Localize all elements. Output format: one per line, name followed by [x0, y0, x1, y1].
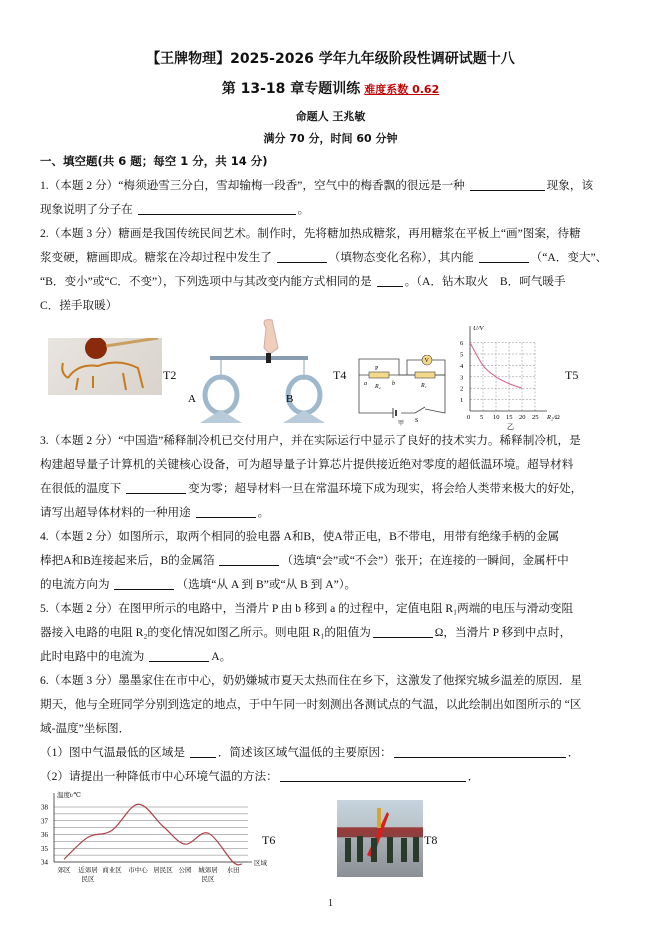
- question-text: 此时电路中的电流为: [40, 650, 148, 663]
- electroscope-b-label: B: [286, 393, 294, 405]
- question-text: （填物态变化名称），其内能: [328, 251, 477, 264]
- category-label: 民区: [81, 876, 95, 883]
- answer-blank[interactable]: [277, 248, 327, 263]
- question-4-line: [40, 573, 615, 597]
- page-number: 1: [328, 898, 333, 909]
- y-tick-label: 4: [460, 362, 464, 370]
- questions-body: [40, 174, 615, 789]
- x-tick-label: 0: [467, 414, 471, 421]
- x-tick-label: 25: [532, 414, 539, 421]
- subtitle: [0, 78, 661, 98]
- question-text: 2.（本题 3 分）糖画是我国传统民间艺术。制作时，先将糖加热成糖浆，再用糖浆在平板上“画”图案，待糖: [40, 227, 581, 240]
- question-3-line: [40, 429, 615, 453]
- question-text: Ω，当滑片 P 移到中点时，: [434, 626, 572, 639]
- question-text: “B．变小”或“C．不变”），下列选项中与其改变内能方式相同的是: [40, 275, 375, 288]
- answer-blank[interactable]: [394, 743, 566, 758]
- voltmeter-label: V: [424, 358, 429, 364]
- question-text: 6.（本题 3 分）墨墨家住在市中心，奶奶嫌城市夏天太热而住在乡下，这激发了他探究城乡温差的原因．星: [40, 674, 583, 687]
- question-text: （2）请提出一种降低市中心环境气温的方法：: [40, 770, 278, 783]
- question-5-line: [40, 645, 615, 669]
- page-title: 【王牌物理】2025-2026 学年九年级阶段性调研试题十八: [146, 51, 515, 67]
- question-text: 构建超导量子计算机的关键核心设备，可为超导量子计算芯片提供接近绝对零度的超低温环境。超导材料: [40, 458, 574, 471]
- hand-icon: [264, 320, 278, 354]
- category-label: 公园: [178, 867, 192, 874]
- answer-blank[interactable]: [219, 551, 279, 566]
- question-text: 。: [297, 203, 310, 216]
- question-text: 变为零；超导材料一旦在常温环境下成为现实，将会给人类带来极大的好处，: [188, 482, 583, 495]
- answer-blank[interactable]: [470, 176, 545, 191]
- question-3-line: [40, 501, 615, 525]
- terminal-b-label: b: [392, 381, 395, 387]
- question-text: 请写出超导体材料的一种用途: [40, 506, 194, 519]
- figure-label-t5: T5: [565, 368, 579, 382]
- r2-label: R₂: [375, 384, 381, 390]
- category-label: 水田: [226, 867, 240, 874]
- question-text: 3.（本题 2 分）“中国造”稀释制冷机已交付用户，并在实际运行中显示了良好的技术实力。稀释制冷机，是: [40, 434, 581, 447]
- answer-blank[interactable]: [138, 200, 296, 215]
- question-text: 域-温度”坐标图．: [40, 722, 131, 735]
- difficulty-badge: 难度系数 0.62: [364, 83, 440, 96]
- y-tick-label: 1: [460, 397, 464, 405]
- question-5-line: [40, 621, 615, 645]
- question-text: 1.（本题 2 分）“梅须逊雪三分白，雪却输梅一段香”，空气中的梅香飘的很远是一种: [40, 179, 468, 192]
- voltage-resistance-graph: [455, 322, 565, 430]
- figure-label-t6: T6: [262, 833, 276, 847]
- sugar-painting-photo: [48, 338, 162, 395]
- subtitle-text: 第 13-18 章专题训练: [221, 81, 361, 97]
- question-text: 在很低的温度下: [40, 482, 125, 495]
- question-text: 的电流方向为: [40, 578, 113, 591]
- y-tick-label: 35: [41, 844, 48, 853]
- flag-guard-photo: [337, 800, 423, 877]
- figure-label-t4: T4: [333, 368, 347, 382]
- question-2-line: [40, 294, 615, 318]
- electroscope-b: [283, 360, 325, 423]
- question-4-line: [40, 549, 615, 573]
- electroscope-a: [200, 360, 242, 423]
- question-text: C．搓手取暖）: [40, 299, 118, 312]
- metal-rod: [210, 356, 308, 360]
- category-label: 近郊居: [78, 867, 98, 874]
- y-tick-label: 2: [460, 385, 464, 393]
- category-label: 商业区: [102, 867, 122, 874]
- answer-blank[interactable]: [126, 479, 186, 494]
- x-tick-label: 20: [519, 414, 526, 421]
- figure-label-t8: T8: [424, 833, 438, 847]
- answer-blank[interactable]: [280, 767, 466, 782]
- electroscope-a-label: A: [188, 393, 196, 405]
- question-6-line: [40, 669, 615, 693]
- answer-blank[interactable]: [479, 248, 529, 263]
- resistor-r1: [415, 372, 435, 378]
- category-label: 郊区: [57, 867, 71, 874]
- section-heading: 一、填空题(共 6 题；每空 1 分，共 14 分): [40, 154, 268, 168]
- y-axis-label: 温度t/℃: [57, 792, 81, 799]
- category-label: 民区: [201, 876, 215, 883]
- circuit-caption: 甲: [398, 421, 405, 427]
- answer-blank[interactable]: [377, 272, 403, 287]
- figure-label-t2: T2: [163, 368, 177, 382]
- question-text: ．: [567, 746, 580, 759]
- question-6-line: [40, 765, 615, 789]
- x-tick-label: 10: [493, 414, 500, 421]
- y-tick-label: 3: [460, 374, 464, 382]
- y-tick-label: 36: [41, 831, 48, 839]
- question-text: ．: [467, 770, 480, 783]
- question-text: 器接入电路的电阻 R₂的变化情况如图乙所示。则电阻 R₁的阻值为: [40, 626, 371, 639]
- question-text: A。: [211, 650, 232, 663]
- question-text: 现象，该: [546, 179, 594, 192]
- circuit-diagram: [355, 355, 450, 427]
- answer-blank[interactable]: [196, 503, 256, 518]
- graph-caption: 乙: [507, 423, 514, 430]
- question-6-line: [40, 717, 615, 741]
- question-1-line: [40, 198, 615, 222]
- y-axis-label: U/V: [473, 325, 484, 332]
- question-6-line: [40, 693, 615, 717]
- answer-blank[interactable]: [149, 647, 209, 662]
- question-text: 现象说明了分子在: [40, 203, 136, 216]
- answer-blank[interactable]: [190, 743, 216, 758]
- x-axis-label: 区域: [254, 860, 267, 867]
- electroscope-figure: [180, 318, 330, 426]
- question-text: 浆变硬，糖画即成。糖浆在冷却过程中发生了: [40, 251, 275, 264]
- question-text: 。（A．钻木取火 B．呵气暖手: [404, 275, 566, 288]
- question-2-line: [40, 270, 615, 294]
- x-axis-label: R₂/Ω: [547, 414, 560, 421]
- y-tick-label: 5: [460, 351, 464, 359]
- question-text: 5.（本题 2 分）在图甲所示的电路中，当滑片 P 由 b 移到 a 的过程中，定值电阻 R₁两端的电压与滑动变阻: [40, 602, 574, 615]
- question-text: 。: [257, 506, 270, 519]
- score-time-line: 满分 70 分，时间 60 分钟: [263, 132, 398, 145]
- author-line: 命题人 王兆敏: [295, 110, 366, 123]
- category-label: 居民区: [153, 867, 173, 874]
- question-text: 期天，他与全班同学分别到选定的地点，于中午同一时刻测出各测试点的气温，以此绘制出如图所示的 “区: [40, 698, 582, 711]
- question-text: （选填“会”或“不会”）张开；在连接的一瞬间，金属杆中: [281, 554, 569, 567]
- question-2-line: [40, 222, 615, 246]
- question-text: （选填“从 A 到 B”或“从 B 到 A”）。: [176, 578, 357, 591]
- switch-label: S: [415, 418, 419, 424]
- sugar-painting-image: [48, 338, 162, 395]
- question-text: 4.（本题 2 分）如图所示，取两个相同的验电器 A和B，使A带正电，B不带电，用带有绝缘手柄的金属: [40, 530, 560, 543]
- insulated-handle: [266, 353, 271, 363]
- question-6-line: [40, 741, 615, 765]
- question-text: 棒把A和B连接起来后，B的金属箔: [40, 554, 218, 567]
- y-tick-label: 38: [41, 803, 48, 812]
- question-text: ．简述该区域气温低的主要原因：: [217, 746, 392, 759]
- question-5-line: [40, 597, 615, 621]
- flag-guard-image: [337, 800, 423, 877]
- question-text: （“A．变大”、: [530, 251, 608, 264]
- question-1-line: [40, 174, 615, 198]
- terminal-a-label: a: [364, 381, 367, 387]
- category-label: 城郊居: [198, 867, 218, 874]
- question-3-line: [40, 453, 615, 477]
- question-2-line: [40, 246, 615, 270]
- y-tick-label: 6: [460, 340, 464, 348]
- y-tick-label: 34: [41, 858, 48, 867]
- x-tick-label: 15: [506, 414, 513, 421]
- y-tick-label: 37: [41, 817, 48, 826]
- x-tick-label: 5: [480, 414, 484, 421]
- category-label: 市中心: [128, 867, 148, 874]
- answer-blank[interactable]: [114, 575, 174, 590]
- region-temperature-chart: [38, 788, 276, 890]
- answer-blank[interactable]: [373, 623, 433, 638]
- question-text: （1）图中气温最低的区域是: [40, 746, 188, 759]
- question-4-line: [40, 525, 615, 549]
- question-3-line: [40, 477, 615, 501]
- slider-label: P: [375, 366, 379, 372]
- r1-label: R₁: [421, 383, 427, 389]
- rheostat-r2: [369, 372, 389, 378]
